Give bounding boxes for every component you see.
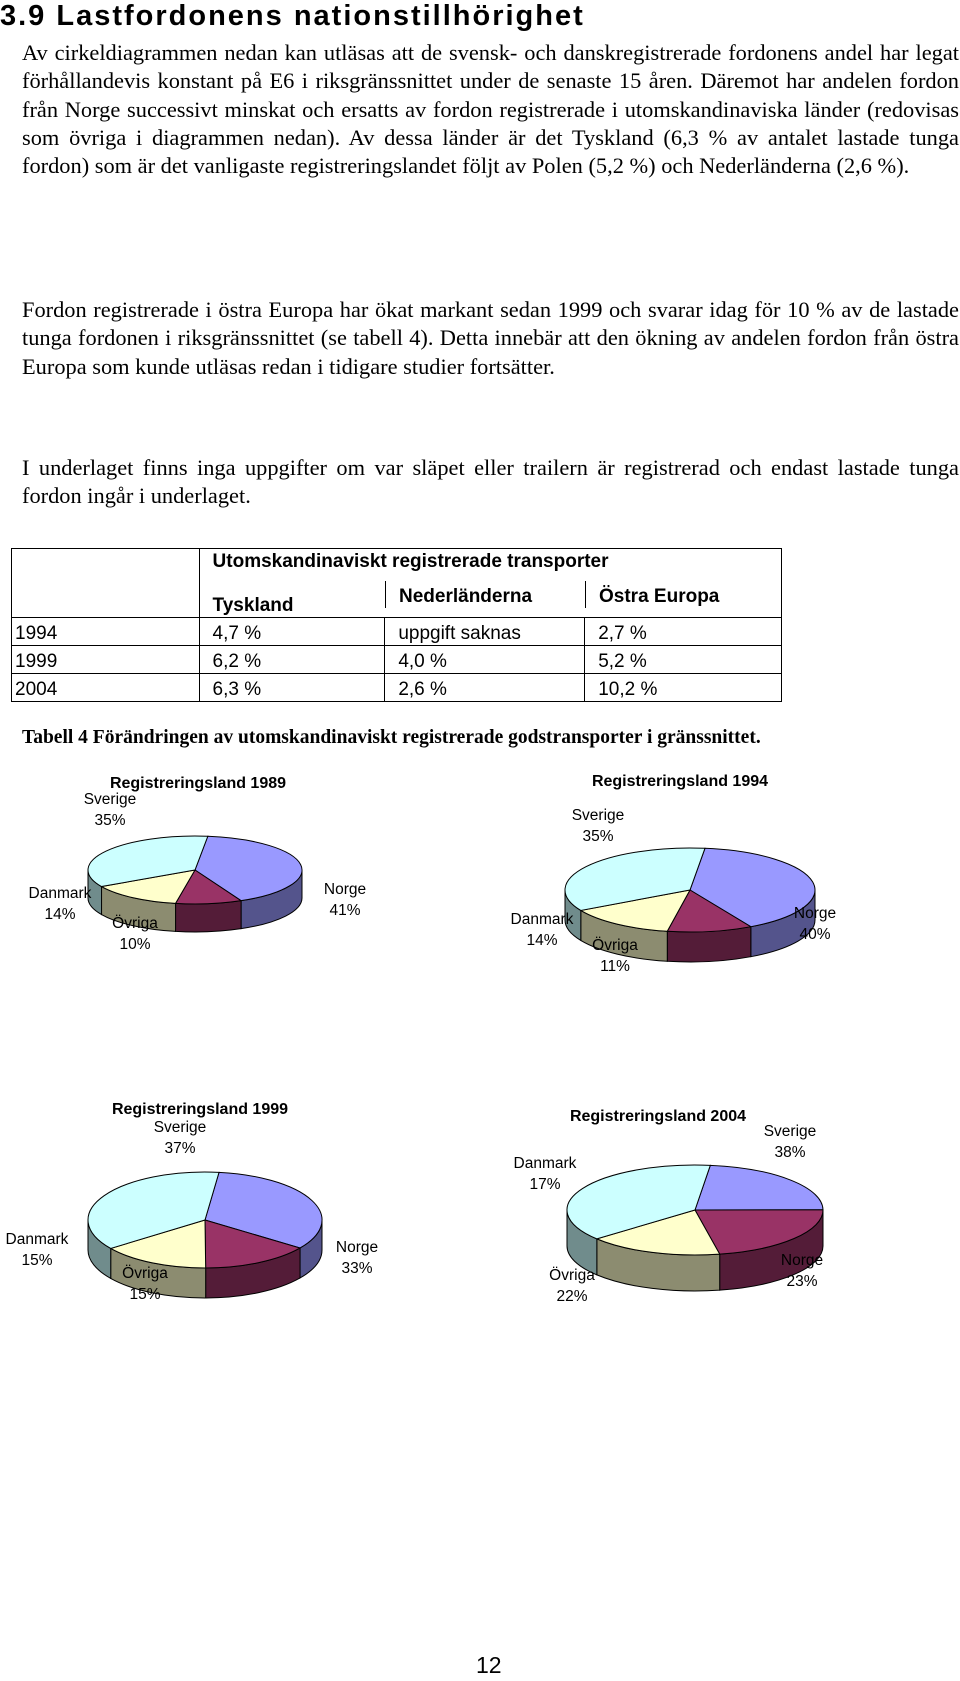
table-column-divider [585, 581, 586, 608]
slice-value-label: 22% [556, 1288, 588, 1305]
table-row [12, 618, 782, 646]
column-header-ostra-europa: Östra Europa [599, 586, 720, 607]
table-cell: 2,6 % [385, 674, 585, 702]
body-paragraph: I underlaget finns inga uppgifter om var släpet eller trailern är registrerad och endast lastade tunga fordon ingår i underlaget. [22, 455, 959, 509]
table-cell: 1999 [12, 646, 200, 674]
slice-label: Övriga [592, 937, 638, 954]
slice-value-label: 15% [129, 1286, 161, 1303]
table-caption: Tabell 4 Förändringen av utomskandinaviskt registrerade godstransporter i gränssnittet. [22, 727, 761, 748]
pie-chart [6, 1101, 379, 1303]
table-title: Utomskandinaviskt registrerade transporter [212, 551, 609, 572]
slice-label: Sverige [763, 1123, 817, 1140]
slice-label: Sverige [83, 791, 137, 808]
slice-value-label: 10% [119, 936, 151, 953]
slice-label: Norge [335, 1239, 379, 1256]
slice-value-label: 35% [94, 812, 126, 829]
slice-value-label: 37% [164, 1140, 196, 1157]
chart-title: Registreringsland 1999 [111, 1101, 289, 1118]
pie-chart [511, 773, 837, 975]
slice-label: Övriga [549, 1267, 595, 1284]
table-cell: 4,7 % [199, 618, 385, 646]
slice-label: Danmark [510, 911, 574, 928]
table-cell: 4,0 % [385, 646, 585, 674]
slice-value-label: 14% [44, 906, 76, 923]
table-cell: 6,2 % [199, 646, 385, 674]
table-cell: 5,2 % [585, 646, 782, 674]
table-cell: 10,2 % [585, 674, 782, 702]
table-column-divider [385, 581, 386, 608]
slice-value-label: 40% [799, 926, 831, 943]
table-cell: 2,7 % [585, 618, 782, 646]
column-header-tyskland: Tyskland [212, 595, 294, 616]
slice-value-label: 14% [526, 932, 558, 949]
slice-value-label: 33% [341, 1260, 373, 1277]
slice-label: Övriga [122, 1265, 168, 1282]
chart-title: Registreringsland 2004 [569, 1108, 747, 1125]
table-cell: uppgift saknas [385, 618, 585, 646]
slice-label: Sverige [571, 807, 625, 824]
table-row [12, 646, 782, 674]
slice-value-label: 17% [529, 1176, 561, 1193]
chart-title: Registreringsland 1994 [591, 773, 769, 790]
slice-value-label: 15% [21, 1252, 53, 1269]
table-corner-cell [12, 549, 200, 618]
pie-chart [29, 775, 367, 953]
column-header-nederlanderna: Nederländerna [399, 586, 533, 607]
slice-label: Övriga [112, 915, 158, 932]
body-paragraph: Av cirkeldiagrammen nedan kan utläsas att de svensk- och danskregistrerade fordonens andel har legat förhållandevis konstant på E6 i riksgränssnittet under de senaste 15 åren. Däremot har andelen fordon från Norge successivt minskat och ersatts av fordon registrerade i utomskandinaviska länder (redovisas som övriga i diagrammen nedan). Av dessa länder är det Tyskland (6,3 % av antalet lastade tunga fordon) som är det vanligaste registreringslandet följt av Polen (5,2 %) och Nederländerna (2,6 %). [22, 40, 959, 179]
transport-table [11, 548, 782, 702]
slice-value-label: 35% [582, 828, 614, 845]
slice-label: Norge [793, 905, 837, 922]
body-paragraph: Fordon registrerade i östra Europa har ökat markant sedan 1999 och svarar idag för 10 % av de lastade tunga fordonen i riksgränssnittet (se tabell 4). Detta innebär att den ökning av andelen fordon från östra Europa som kunde utläsas redan i tidigare studier fortsätter. [22, 297, 959, 379]
pie-chart [514, 1108, 824, 1305]
slice-label: Sverige [153, 1119, 207, 1136]
pie-slice-norge [695, 1165, 823, 1210]
slice-value-label: 11% [600, 958, 630, 975]
slice-value-label: 23% [786, 1273, 818, 1290]
pie-slice-side [176, 901, 242, 932]
slice-value-label: 41% [329, 902, 361, 919]
section-heading: 3.9 Lastfordonens nationstillhörighet [0, 0, 585, 32]
pie-charts [0, 773, 960, 1430]
slice-value-label: 38% [774, 1144, 806, 1161]
table-cell: 2004 [12, 674, 200, 702]
slice-label: Danmark [28, 885, 92, 902]
slice-label: Danmark [513, 1155, 577, 1172]
page-number: 12 [476, 1652, 502, 1678]
chart-title: Registreringsland 1989 [109, 775, 287, 792]
table-cell: 6,3 % [199, 674, 385, 702]
slice-label: Danmark [5, 1231, 69, 1248]
table-row [12, 674, 782, 702]
slice-label: Norge [323, 881, 367, 898]
table-cell: 1994 [12, 618, 200, 646]
slice-label: Norge [780, 1252, 824, 1269]
